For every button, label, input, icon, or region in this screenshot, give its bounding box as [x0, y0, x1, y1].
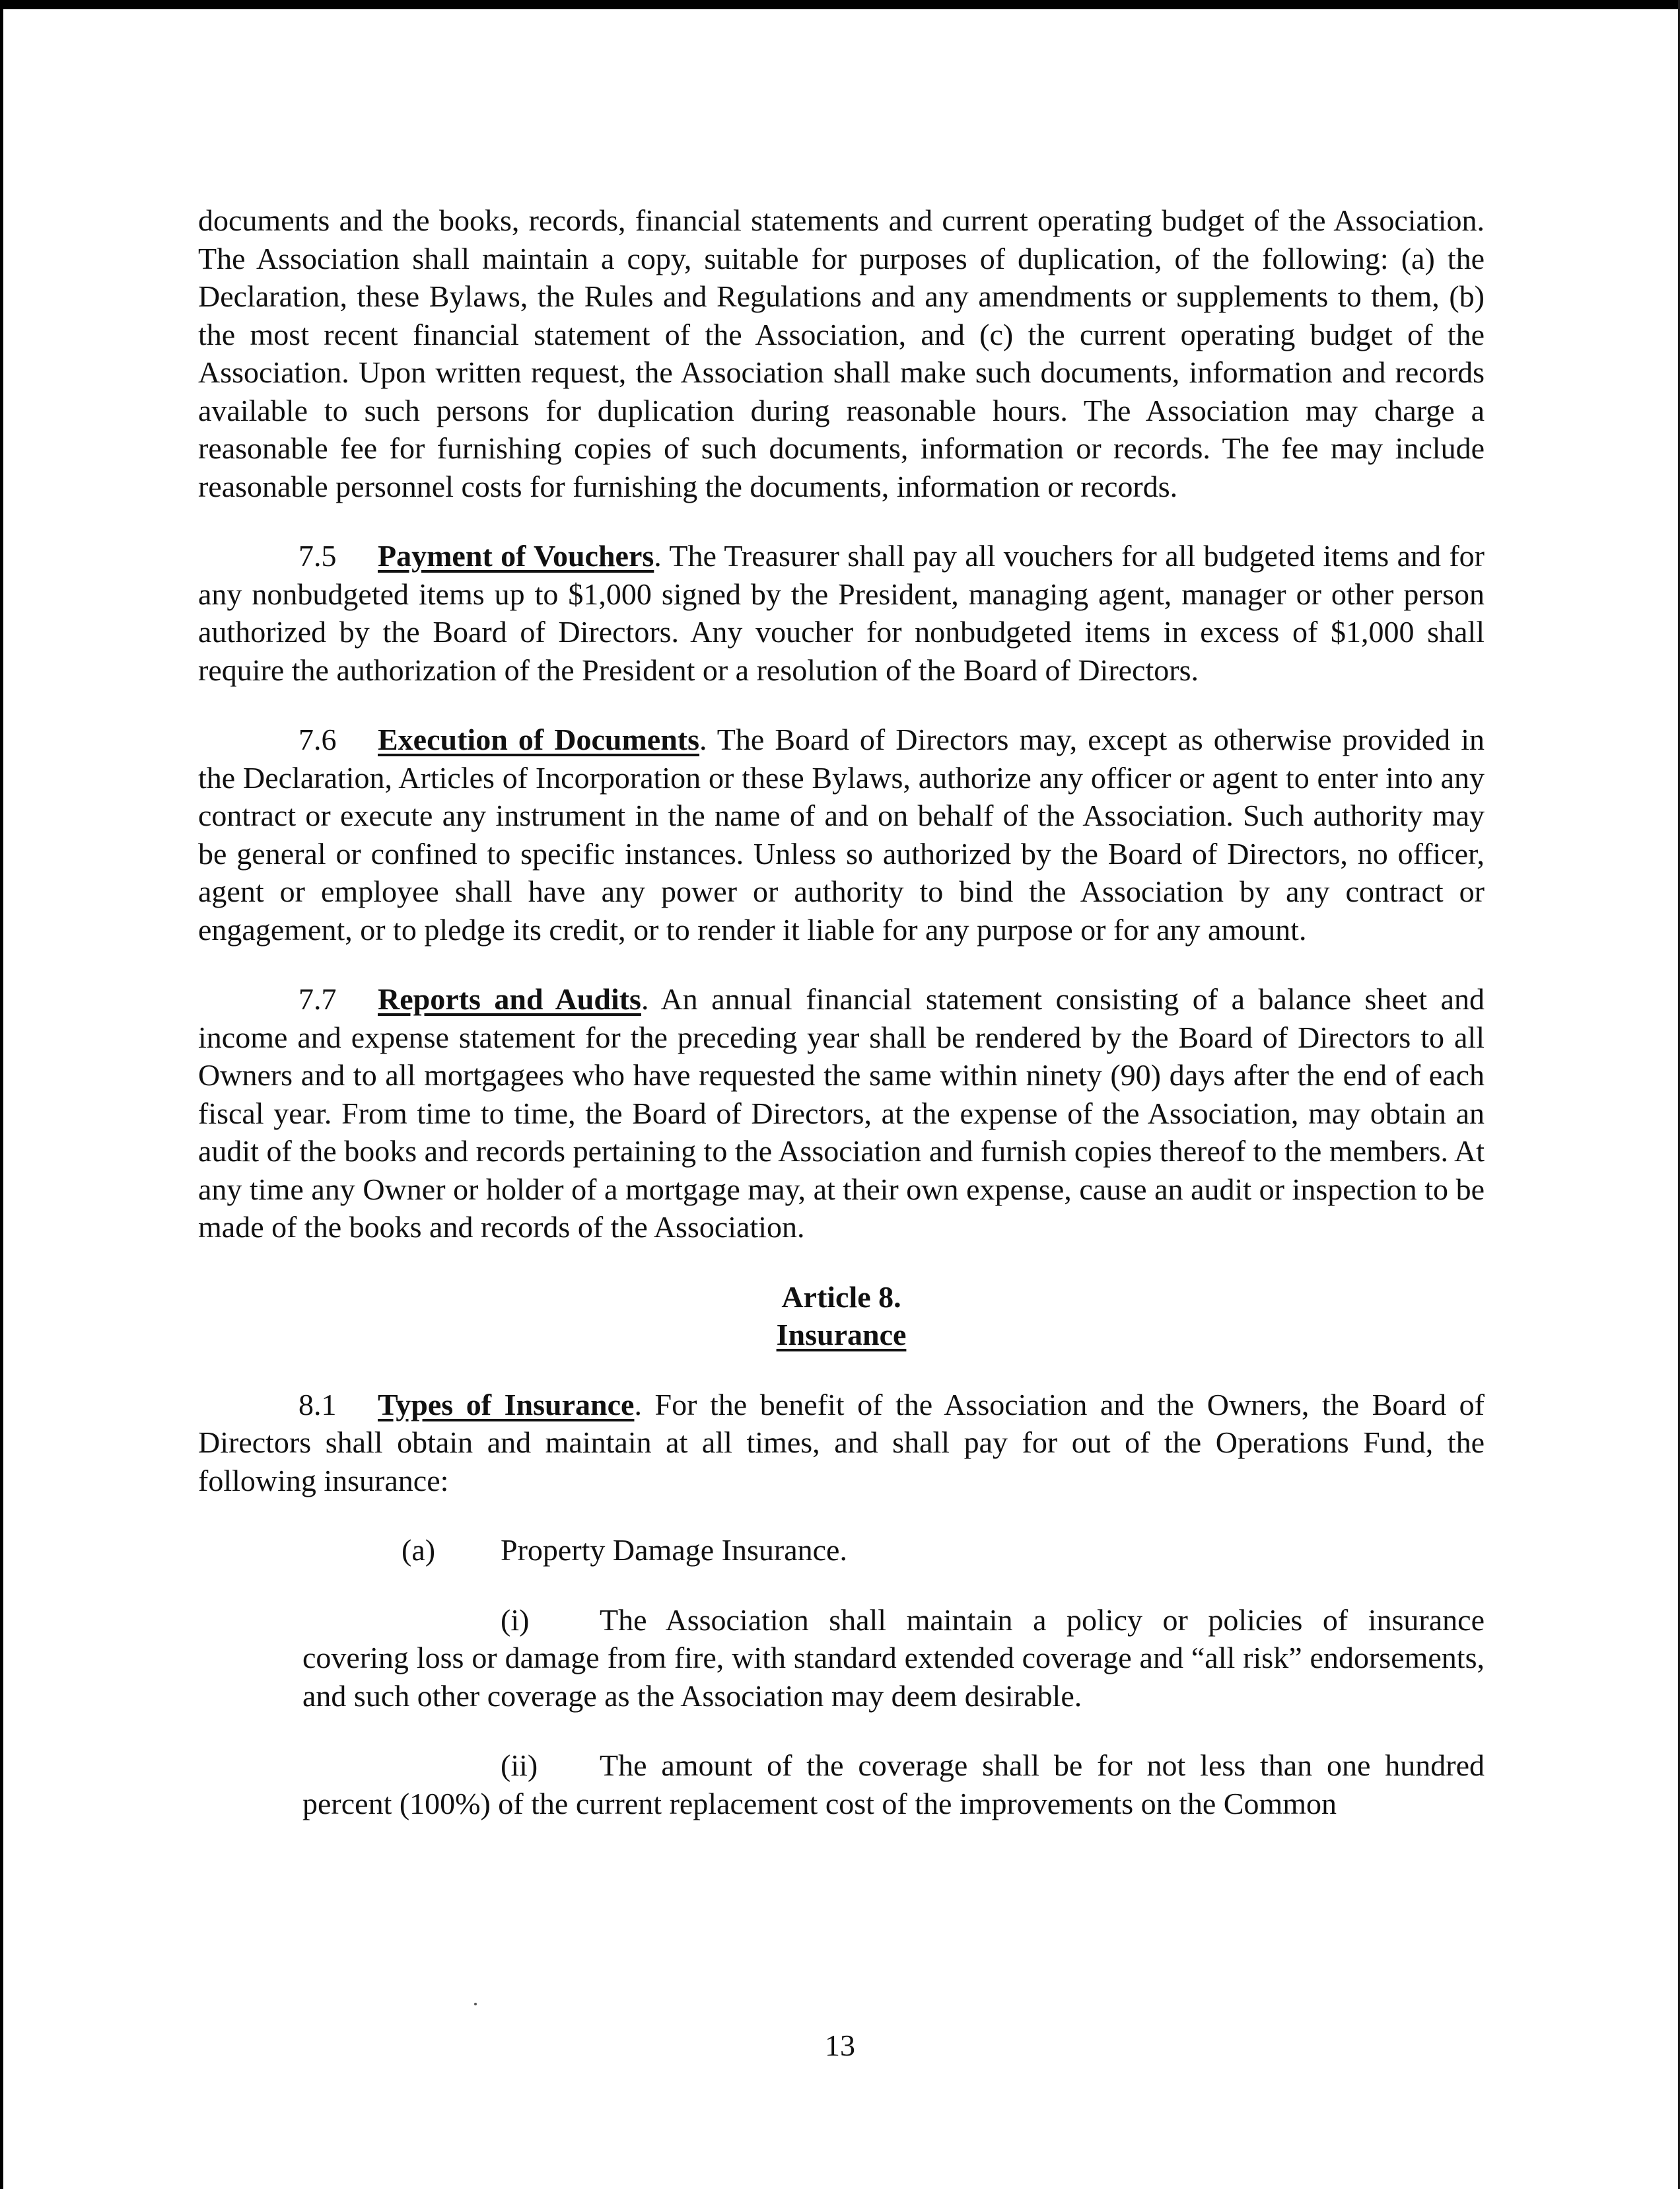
subsection-label: (i)	[501, 1602, 530, 1637]
section-number: 7.5	[298, 539, 337, 573]
section-body: . An annual financial statement consisting of a balance sheet and income and expense statement for the preceding year shall be rendered by the Board of Directors to all Owners and to all mortgagees who have requested the same within ninety (90) days after the end of each fiscal year. From time to time, the Board of Directors, at the expense of the Association, may obtain an audit of the books and records pertaining to the Association and furnish copies thereof to the members. At any time any Owner or holder of a mortgage may, at their own expense, cause an audit or inspection to be made of the books and records of the Association.	[198, 982, 1485, 1244]
section-8-1	[198, 1386, 1485, 1500]
section-body: . For the benefit of the Association and the Owners, the Board of Directors shall obtain and maintain at all times, and shall pay for out of the Operations Fund, the following insurance:	[198, 1387, 1485, 1497]
section-body: . The Board of Directors may, except as otherwise provided in the Declaration, Articles of Incorporation or these Bylaws, authorize any officer or agent to enter into any contract or execute any instrument in the name of and on behalf of the Association. Such authority may be general or confined to specific instances. Unless so authorized by the Board of Directors, no officer, agent or employee shall have any power or authority to bind the Association by any contract or engagement, or to pledge its credit, or to render it liable for any purpose or for any amount.	[198, 723, 1485, 947]
section-7-5	[198, 537, 1485, 689]
section-heading: Execution of Documents	[378, 723, 700, 756]
subsection-label: (a)	[402, 1533, 436, 1567]
scan-speck	[474, 2003, 477, 2005]
section-heading: Payment of Vouchers	[378, 539, 654, 573]
subsection-ii	[198, 1746, 1485, 1822]
subsection-i	[198, 1601, 1485, 1715]
subsection-text: The amount of the coverage shall be for not less than one hundred percent (100%) of the current replacement cost of the improvements on the Common	[302, 1748, 1485, 1820]
section-number: 7.6	[298, 723, 337, 756]
article-title: Insurance	[776, 1318, 907, 1351]
section-heading: Types of Insurance	[378, 1387, 635, 1421]
page-body	[198, 201, 1485, 1822]
section-heading: Reports and Audits	[378, 982, 641, 1016]
section-number: 7.7	[298, 982, 337, 1016]
page-number: 13	[825, 2028, 855, 2062]
subsection-a	[198, 1531, 1485, 1569]
article-label: Article 8.	[781, 1279, 901, 1314]
section-body: . The Treasurer shall pay all vouchers for all budgeted items and for any nonbudgeted items up to $1,000 signed by the President, managing agent, manager or other person authorized by the Board of Directors. Any voucher for nonbudgeted items in excess of $1,000 shall require the authorization of the President or a resolution of the Board of Directors.	[198, 539, 1485, 687]
scan-border-top	[0, 0, 1680, 9]
section-7-7	[198, 980, 1485, 1246]
subsection-label: (ii)	[501, 1748, 538, 1782]
subsection-text: The Association shall maintain a policy or policies of insurance covering loss or damage from fire, with standard extended coverage and “all risk” endorsements, and such other coverage as the Association may deem desirable.	[302, 1602, 1485, 1713]
subsection-text: Property Damage Insurance.	[501, 1533, 847, 1567]
article-heading	[198, 1278, 1485, 1354]
scan-border-left	[0, 0, 3, 2189]
continuation-paragraph: documents and the books, records, financial statements and current operating budget of the Association. The Association shall maintain a copy, suitable for purposes of duplication, of the following: (a) the Declaration, these Bylaws, the Rules and Regulations and any amendments or supplements to them, (b) the most recent financial statement of the Association, and (c) the current operating budget of the Association. Upon written request, the Association shall make such documents, information and records available to such persons for duplication during reasonable hours. The Association may charge a reasonable fee for furnishing copies of such documents, information or records. The fee may include reasonable personnel costs for furnishing the documents, information or records.	[198, 203, 1485, 503]
section-number: 8.1	[298, 1387, 337, 1421]
section-7-6	[198, 721, 1485, 949]
